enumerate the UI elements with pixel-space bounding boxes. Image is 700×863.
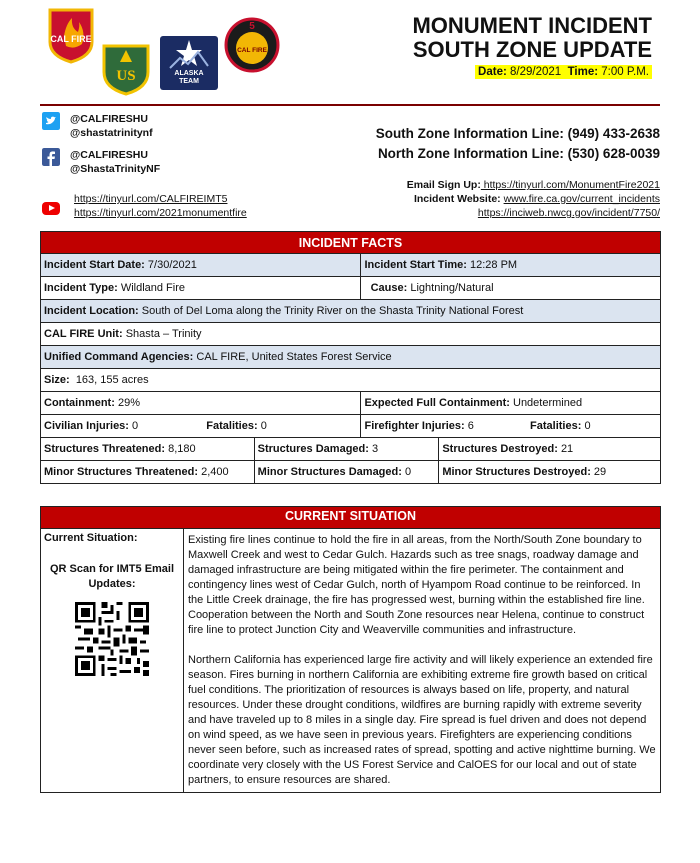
start-time-cell: Incident Start Time: 12:28 PM	[361, 254, 661, 277]
imt5-logo	[224, 12, 280, 78]
structures-threatened-cell: Structures Threatened: 8,180	[41, 438, 255, 461]
alaska-team-logo: ALASKA TEAM	[160, 36, 218, 90]
cause-cell: Cause: Lightning/Natural	[361, 277, 661, 300]
qr-code-icon[interactable]	[75, 602, 149, 676]
agency-logos	[46, 6, 286, 98]
page-title-line-2: SOUTH ZONE UPDATE	[412, 37, 652, 62]
south-zone-info-line: South Zone Information Line: (949) 433-2638	[375, 126, 660, 141]
information-lines	[376, 124, 660, 164]
twitter-handle-1[interactable]: @CALFIRESHU	[70, 113, 148, 125]
agencies-cell: Unified Command Agencies: CAL FIRE, United States Forest Service	[41, 346, 661, 369]
twitter-handle-2[interactable]: @shastatrinitynf	[70, 127, 153, 139]
minor-structures-threatened-cell: Minor Structures Threatened: 2,400	[41, 461, 255, 484]
twitter-icon[interactable]	[42, 112, 60, 130]
minor-structures-damaged-cell: Minor Structures Damaged: 0	[254, 461, 439, 484]
civilian-injuries-cell: Civilian Injuries: 0 Fatalities: 0	[41, 415, 361, 438]
current-situation-heading: CURRENT SITUATION	[41, 507, 661, 529]
firefighter-injuries-cell: Firefighter Injuries: 6 Fatalities: 0	[361, 415, 661, 438]
web-links: Email Sign Up: https://tinyurl.com/MonumentFire2021 Incident Website: www.fire.ca.gov/current_incidents https://inciweb.nwcg.gov/incident/7750/	[406, 179, 660, 219]
social-contacts	[40, 110, 310, 219]
report-date: 8/29/2021	[510, 66, 562, 78]
situation-paragraph-1: Existing fire lines continue to hold the fire in all areas, from the North/South Zone boundary to Maxwell Creek and west to Cedar Gulch. Hazards such as tree snags, roadway damage and damaged infrastructure are being mitigated within the fire perimeter. The containment and contingency lines west of Cedar Gulch, north of Hyampom Road continue to be reinforced. In the Little Creek drainage, the fire has progressed west, burning within the established fire line. Cooperation between the North and South Zone resources near Helena, continue to construct fire line to protect Junction City and Weaverville communities and infrastructure.	[188, 534, 645, 636]
north-zone-info-line: North Zone Information Line: (530) 628-0039	[377, 146, 660, 161]
facebook-handle-1[interactable]: @CALFIRESHU	[70, 149, 148, 161]
minor-structures-destroyed-cell: Minor Structures Destroyed: 29	[439, 461, 661, 484]
incident-facts-table	[40, 231, 661, 484]
star-icon	[160, 36, 218, 72]
svg-text:CAL FIRE: CAL FIRE	[237, 47, 267, 54]
situation-narrative	[184, 529, 661, 793]
qr-label: QR Scan for IMT5 Email Updates:	[49, 563, 175, 590]
structures-damaged-cell: Structures Damaged: 3	[254, 438, 439, 461]
page-title-line-1: MONUMENT INCIDENT	[412, 13, 652, 38]
svg-text:5: 5	[249, 21, 255, 32]
incident-facts-heading: INCIDENT FACTS	[41, 232, 661, 254]
forest-service-logo	[100, 42, 152, 96]
title-block	[412, 14, 652, 80]
start-date-cell: Incident Start Date: 7/30/2021	[41, 254, 361, 277]
svg-text:US: US	[116, 68, 136, 84]
structures-destroyed-cell: Structures Destroyed: 21	[439, 438, 661, 461]
report-time: 7:00 P.M.	[601, 66, 649, 78]
current-situation-table	[40, 506, 661, 793]
situation-sidebar	[41, 529, 184, 793]
facebook-handle-2[interactable]: @ShastaTrinityNF	[70, 163, 161, 175]
youtube-link-2[interactable]: https://tinyurl.com/2021monumentfire	[74, 207, 247, 219]
incident-type-cell: Incident Type: Wildland Fire	[41, 277, 361, 300]
youtube-icon[interactable]	[42, 202, 60, 215]
unit-cell: CAL FIRE Unit: Shasta – Trinity	[41, 323, 661, 346]
location-cell: Incident Location: South of Del Loma along the Trinity River on the Shasta Trinity National Forest	[41, 300, 661, 323]
containment-cell: Containment: 29%	[41, 392, 361, 415]
size-cell: Size: 163, 155 acres	[41, 369, 661, 392]
youtube-link-1[interactable]: https://tinyurl.com/CALFIREIMT5	[74, 193, 228, 205]
calfire-logo	[46, 6, 96, 64]
expected-containment-cell: Expected Full Containment: Undetermined	[361, 392, 661, 415]
svg-text:CAL FIRE: CAL FIRE	[50, 34, 92, 44]
incident-website-link[interactable]: www.fire.ca.gov/current_incidents	[503, 193, 660, 205]
date-time-line: Date: 8/29/2021 Time: 7:00 P.M.	[475, 65, 652, 79]
email-signup-link[interactable]: https://tinyurl.com/MonumentFire2021	[480, 179, 660, 191]
header-divider	[40, 104, 660, 106]
inciweb-link[interactable]: https://inciweb.nwcg.gov/incident/7750/	[477, 207, 660, 219]
facebook-icon[interactable]	[42, 148, 60, 166]
current-situation-label: Current Situation:	[44, 532, 138, 544]
situation-paragraph-2: Northern California has experienced large fire activity and will likely experience an extended fire season. Fires burning in northern California are exhibiting extreme fire growth based on critical fuel conditions. The prioritization of resources is always based on life, property, and natural resources. Under these drought conditions, wildfires are burning rapidly with extreme severity and have traveled up to 8 miles in a single day. Fire spread is fuel driven and does not depend on wind speed, as we have seen in previous years. Firefighters are experiencing conditions never seen before, such as increased rates of spread, spotting and active nighttime burning. We coordinate very closely with the US Forest Service and CalOES for our local and out of state partners, to ensure resources are shared.	[188, 654, 656, 786]
